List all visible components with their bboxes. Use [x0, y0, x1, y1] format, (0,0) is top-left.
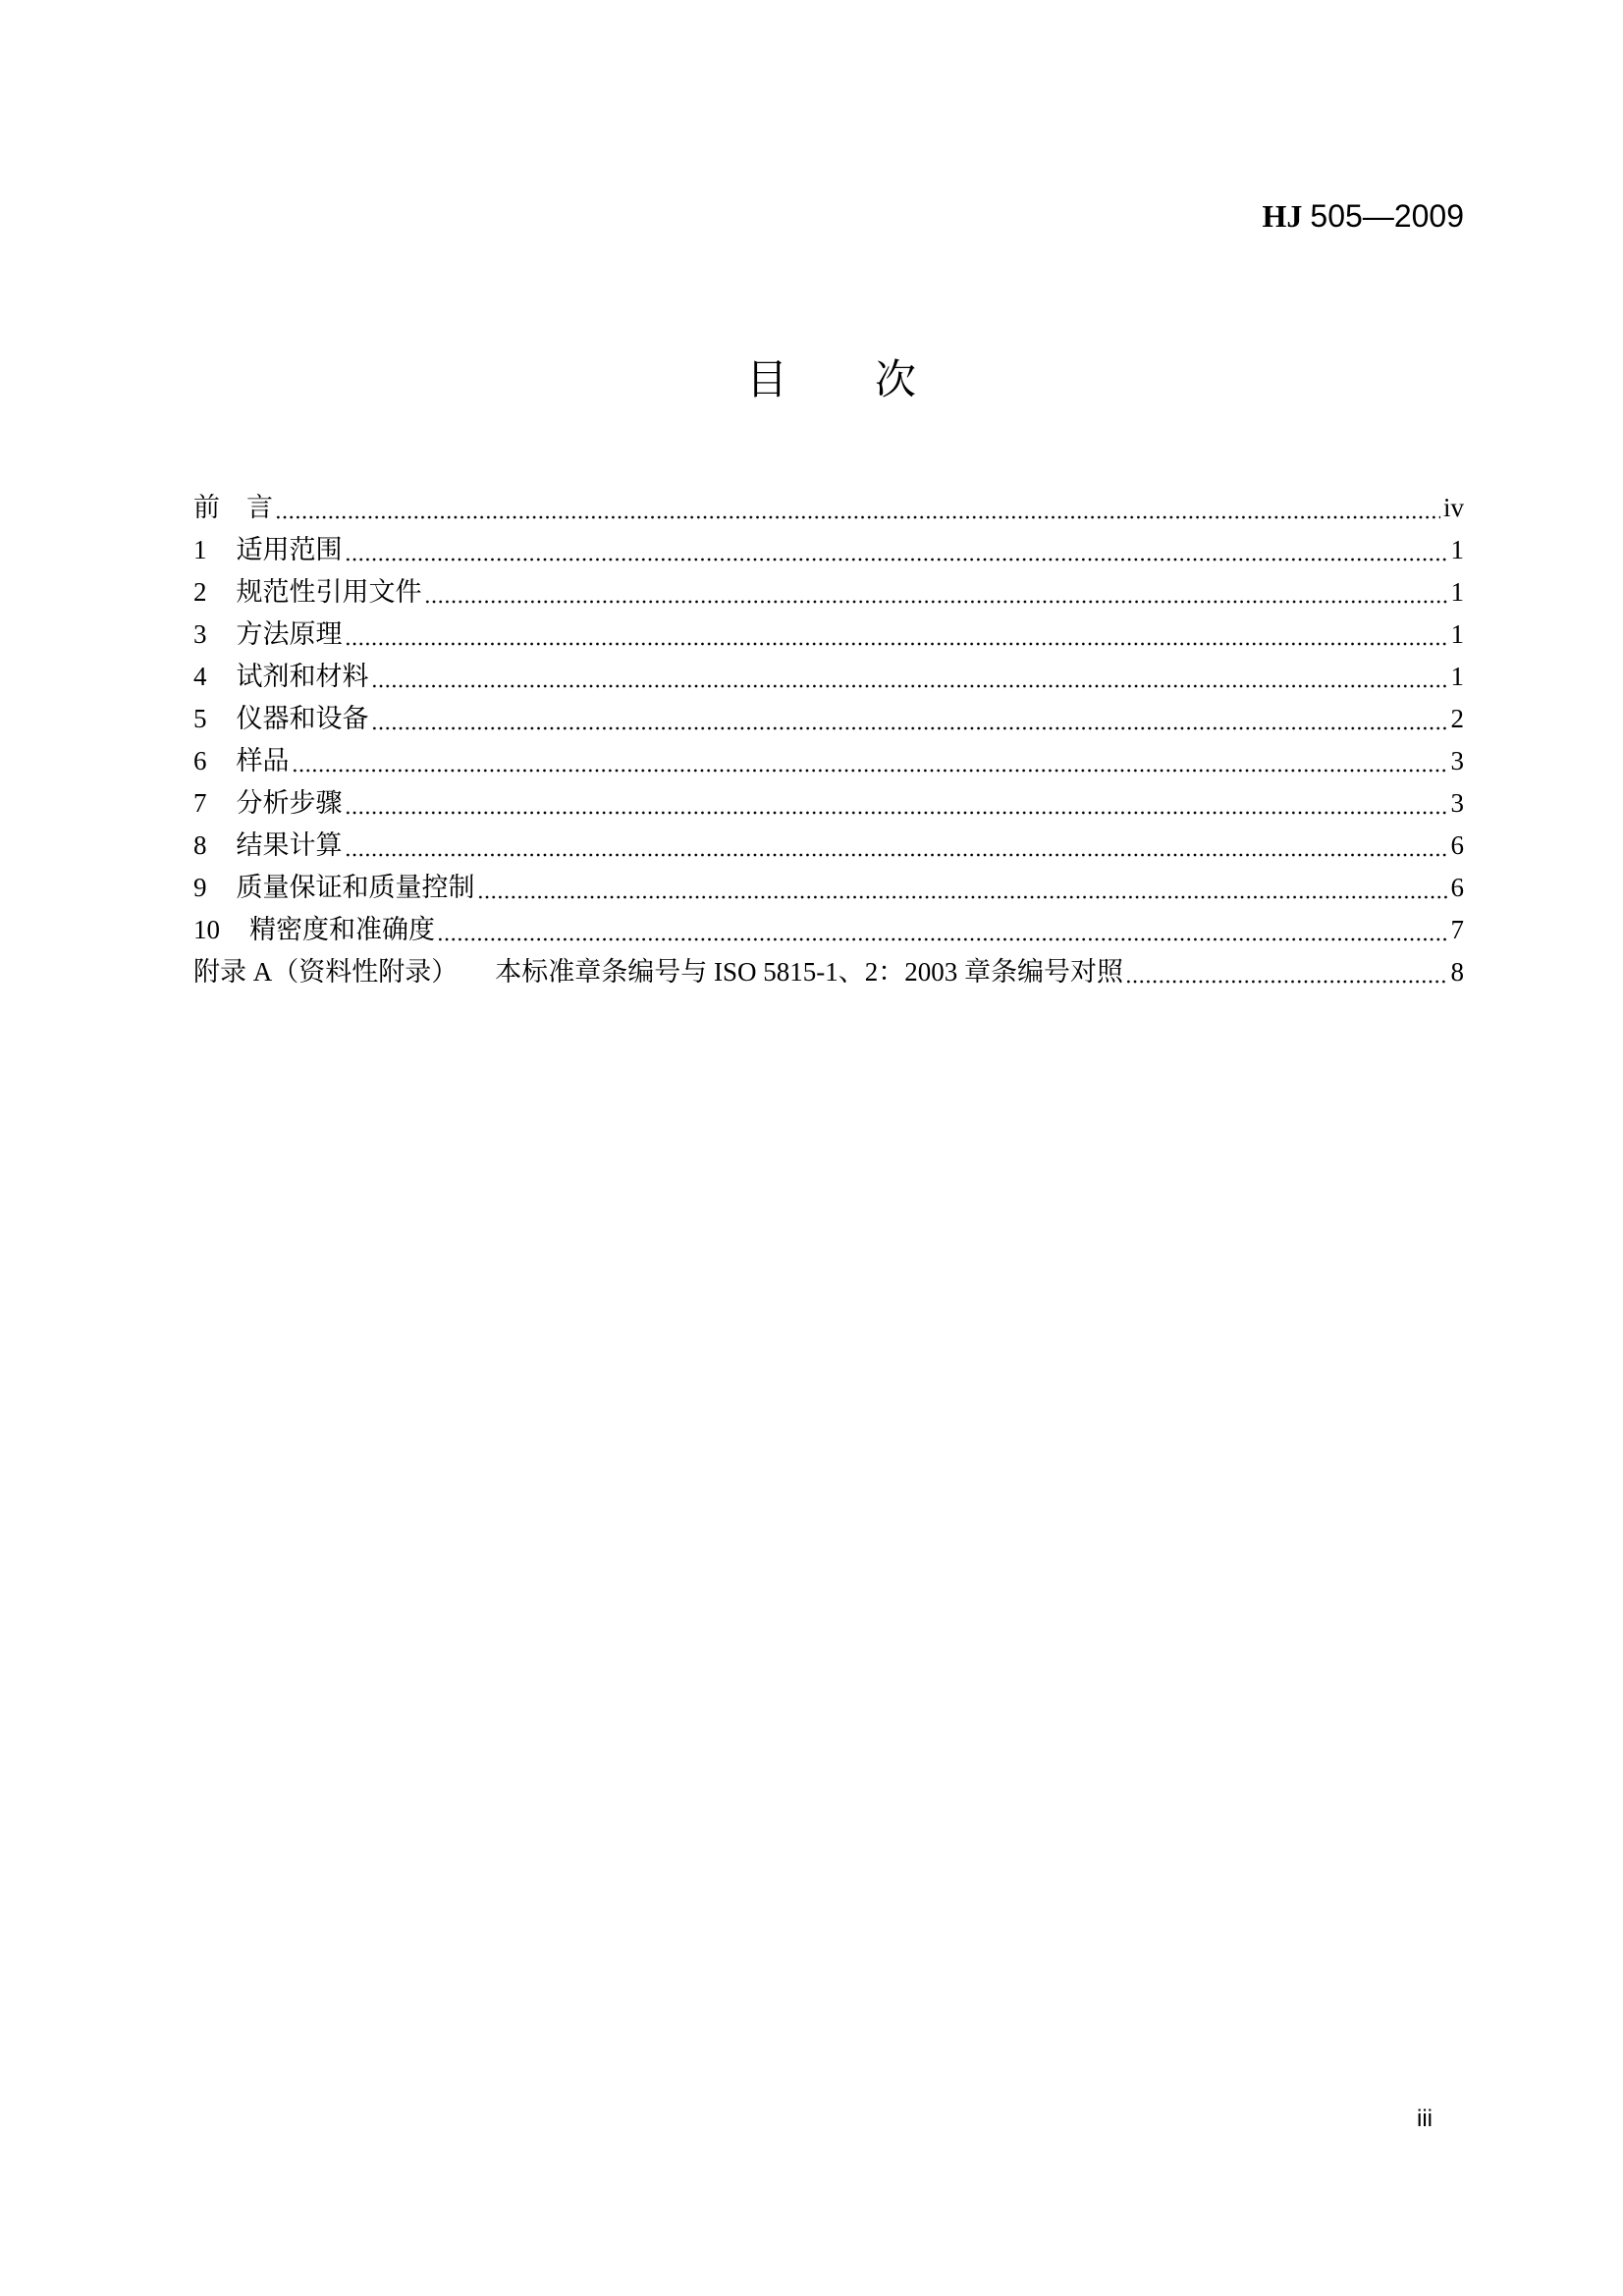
toc-entry-title: 规范性引用文件 — [236, 577, 422, 607]
toc-entry — [193, 614, 1464, 656]
toc-entry-number: 2 — [193, 577, 207, 607]
toc-entry — [193, 867, 1464, 909]
standard-code-number: 505—2009 — [1310, 198, 1464, 234]
toc-entry-page: 6 — [1450, 873, 1464, 902]
toc-entry-page: 7 — [1450, 915, 1464, 944]
toc-entry-number: 9 — [193, 873, 207, 902]
toc-entry-title: 结果计算 — [236, 830, 343, 860]
dot-leader — [345, 529, 1448, 571]
toc-entry-title: 试剂和材料 — [236, 662, 369, 691]
dot-leader — [345, 782, 1448, 825]
toc-entry-number: 10 — [193, 915, 220, 944]
dot-leader — [345, 614, 1448, 656]
toc-entry-title: 适用范围 — [236, 535, 343, 564]
toc-entry-title: 质量保证和质量控制 — [236, 873, 475, 902]
toc-entry-appendix — [193, 951, 1464, 993]
toc-entry-page: 3 — [1450, 746, 1464, 775]
toc-entry-page: 1 — [1450, 577, 1464, 607]
toc-entry-number: 7 — [193, 788, 207, 818]
toc-entry-title: 精密度和准确度 — [249, 915, 435, 944]
dot-leader — [424, 571, 1448, 614]
toc-entry — [193, 571, 1464, 614]
dot-leader — [371, 656, 1448, 698]
standard-code-header — [1263, 196, 1464, 236]
toc-entry-page: 3 — [1450, 788, 1464, 818]
dot-leader — [371, 698, 1448, 740]
toc-entry — [193, 698, 1464, 740]
toc-entry-page: 1 — [1450, 662, 1464, 691]
toc-entry-page: 1 — [1450, 535, 1464, 564]
toc-entry-number: 4 — [193, 662, 207, 691]
dot-leader — [1125, 951, 1448, 993]
toc-entry — [193, 740, 1464, 782]
toc-entry-number: 6 — [193, 746, 207, 775]
toc-entry — [193, 487, 1464, 529]
toc-title: 目次 — [746, 356, 1004, 402]
toc-entry-page: 6 — [1450, 830, 1464, 860]
toc-entry-page: 1 — [1450, 619, 1464, 649]
toc-entry-page: 2 — [1450, 704, 1464, 733]
table-of-contents — [193, 487, 1464, 993]
toc-entry — [193, 782, 1464, 825]
toc-entry-number: 1 — [193, 535, 207, 564]
dot-leader — [275, 487, 1440, 529]
toc-entry — [193, 909, 1464, 951]
toc-appendix-designation: 附录 A（资料性附录） — [193, 957, 459, 987]
toc-entry-title: 样品 — [236, 746, 290, 775]
toc-entry — [193, 825, 1464, 867]
toc-entry-title: 本标准章条编号与 ISO 5815-1、2：2003 章条编号对照 — [495, 957, 1123, 987]
dot-leader — [292, 740, 1448, 782]
toc-entry-title: 方法原理 — [236, 619, 343, 649]
toc-entry-number: 3 — [193, 619, 207, 649]
dot-leader — [345, 825, 1448, 867]
standard-code-prefix: HJ — [1262, 198, 1303, 234]
toc-entry-number: 5 — [193, 704, 207, 733]
toc-entry-title: 仪器和设备 — [236, 704, 369, 733]
toc-entry-page: iv — [1442, 493, 1464, 522]
dot-leader — [437, 909, 1448, 951]
toc-entry-title: 前 言 — [193, 493, 273, 522]
toc-entry-title: 分析步骤 — [236, 788, 343, 818]
dot-leader — [477, 867, 1448, 909]
toc-entry-number: 8 — [193, 830, 207, 860]
toc-entry-page: 8 — [1450, 957, 1464, 987]
toc-entry — [193, 656, 1464, 698]
toc-entry — [193, 529, 1464, 571]
page-number: iii — [1417, 2106, 1433, 2132]
